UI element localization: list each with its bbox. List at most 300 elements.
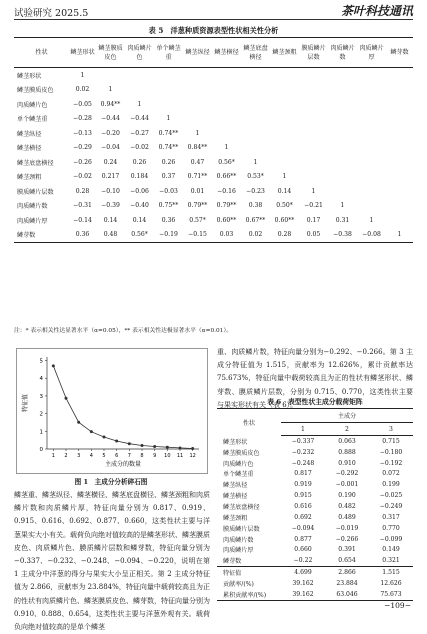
y-tick-label: 0	[39, 447, 43, 453]
table5-row	[14, 126, 413, 141]
table5-cell	[212, 112, 241, 127]
table5-cell: 0.56*	[125, 228, 154, 243]
table5-cell: 0.02	[75, 86, 90, 94]
x-tick-label: 5	[102, 453, 106, 459]
table5-cell: 1	[386, 228, 413, 243]
table6-row	[217, 447, 413, 458]
table5-cell: 0.02	[241, 228, 270, 243]
table5-row-label: 肉质鳞片数	[17, 203, 48, 211]
table5-cell: 0.14	[132, 216, 147, 224]
table5-cell	[386, 184, 413, 199]
table6-row-label: 鳞茎横径	[223, 493, 248, 501]
x-tick-label: 12	[189, 453, 196, 459]
table6-col-header: 1	[281, 423, 325, 436]
table5-cell: 1	[195, 129, 200, 137]
table6-group-header: 主成分	[281, 409, 413, 423]
table5-cell: 0.01	[190, 187, 205, 195]
table5-cell: −0.27	[130, 129, 149, 137]
table5-cell: 0.75**	[158, 202, 179, 210]
table5-cell	[183, 68, 212, 83]
table5-cell	[241, 68, 270, 83]
table5-cell	[328, 184, 357, 199]
table5-cell	[357, 68, 386, 83]
table5-cell: 0.71**	[187, 173, 208, 181]
table5-row-label: 鳞茎形状	[17, 72, 42, 80]
table5-cell: 0.14	[277, 187, 292, 195]
table5-corner: 性状	[14, 38, 69, 68]
table5-cell: −0.20	[101, 129, 120, 137]
table5-cell	[270, 97, 299, 112]
table5-cell: 0.79**	[216, 202, 237, 210]
x-tick-label: 6	[115, 453, 119, 459]
table5-cell	[328, 170, 357, 185]
table5-cell	[386, 141, 413, 156]
table6-cell: −0.180	[379, 448, 403, 456]
scree-plot	[16, 348, 208, 474]
table5-cell	[328, 68, 357, 83]
table6-cell: 0.660	[294, 546, 312, 554]
figure1-caption: 图 1 主成分分析碎石图	[74, 478, 148, 486]
table5-cell: 0.53*	[247, 173, 264, 181]
table5-cell	[386, 199, 413, 214]
y-tick-label: 4	[39, 376, 43, 383]
table5-cell	[357, 97, 386, 112]
table5-title: 表 5 洋葱种质资源表型性状相关性分析	[148, 26, 279, 35]
table5-row	[14, 228, 413, 243]
table5-cell: 0.36	[69, 228, 96, 243]
table5-note: 注：* 表示相关性达显著水平（α=0.05），** 表示相关性达极显著水平（α=0.01）。	[14, 328, 233, 334]
table6-cell: 0.190	[338, 492, 356, 500]
table5-cell: −0.08	[357, 228, 386, 243]
table6-row-label: 肉质鳞片数	[223, 536, 254, 544]
table5-cell: 0.36	[161, 216, 176, 224]
table5-cell: 0.26	[161, 158, 176, 166]
scree-point	[153, 445, 156, 448]
table5-col-header: 鳞茎颈粗	[270, 38, 299, 68]
page-number: −109−	[384, 601, 411, 610]
x-axis-label: 主成分的数量	[104, 461, 142, 468]
table5-cell: −0.21	[304, 202, 323, 210]
y-axis-label: 特征值	[22, 393, 29, 413]
table5-cell	[299, 155, 328, 170]
table5-cell: −0.13	[73, 129, 92, 137]
table5-cell: −0.31	[73, 202, 92, 210]
table6-cell: −0.266	[335, 535, 359, 543]
table5-cell	[125, 68, 154, 83]
table5-row-label: 肉质鳞片厚	[17, 217, 48, 225]
table5-cell	[270, 112, 299, 127]
table6-title: 表 6 表型性状主成分载荷矩阵	[267, 398, 363, 406]
table5-cell: −0.28	[73, 115, 92, 123]
table6-cell: 0.915	[294, 492, 312, 500]
x-tick-label: 3	[77, 453, 81, 459]
table6-cell: 0.919	[294, 481, 312, 489]
y-tick-label: 3	[39, 393, 43, 400]
table6-row	[217, 534, 413, 545]
table5-cell	[212, 68, 241, 83]
table5-row	[14, 184, 413, 199]
table5-col-header: 肉质鳞片色	[125, 38, 154, 68]
table5-cell: 1	[166, 115, 171, 123]
table5-cell: 0.67**	[245, 216, 266, 224]
journal-year: 2025.5	[55, 8, 89, 19]
table6-cell: 0.482	[338, 502, 356, 510]
table5-row	[14, 155, 413, 170]
table5-cell	[386, 83, 413, 98]
table6-row-label: 鳞芽数	[223, 558, 242, 566]
table5-cell	[328, 155, 357, 170]
table5-cell: −0.04	[101, 144, 120, 152]
scree-line	[53, 366, 192, 449]
table5-cell	[328, 83, 357, 98]
table5-col-header: 鳞茎纵径	[183, 38, 212, 68]
table5-cell	[386, 97, 413, 112]
table6-row-label: 鳞茎膜质皮色	[223, 449, 260, 457]
table5-cell: 1	[108, 86, 113, 94]
table5-cell: 0.05	[299, 228, 328, 243]
table5-cell: −0.19	[154, 228, 183, 243]
table6-col-header: 2	[325, 423, 369, 436]
table6-cell: 39.162	[292, 579, 314, 587]
table5-cell	[241, 83, 270, 98]
table5-cell: −0.05	[73, 100, 92, 108]
table5-cell: 0.60**	[216, 216, 237, 224]
table6-cell: 0.072	[382, 470, 400, 478]
table5-row-label: 肉质鳞片色	[17, 101, 48, 109]
table5-cell	[270, 141, 299, 156]
table5-row	[14, 141, 413, 156]
table5-cell	[357, 112, 386, 127]
table5-row-label: 鳞茎横径	[17, 145, 42, 153]
scree-point	[191, 447, 194, 450]
table5-cell: 0.14	[103, 216, 118, 224]
table5-cell	[183, 83, 212, 98]
table5-col-header: 鳞芽数	[386, 38, 413, 68]
table5-cell: 0.217	[101, 173, 120, 181]
table5-cell	[299, 68, 328, 83]
table5-cell	[270, 155, 299, 170]
table5-col-header: 鳞茎底盘横径	[241, 38, 270, 68]
table5-cell: −0.14	[73, 216, 92, 224]
table5-cell: 0.38	[248, 202, 263, 210]
table5-row	[14, 83, 413, 98]
table6-row-label: 单个鳞茎重	[223, 471, 254, 479]
table5-row-label: 鳞茎纵径	[17, 130, 42, 138]
table5-cell: −0.03	[159, 187, 178, 195]
table5-cell: 0.56*	[218, 158, 235, 166]
table5-cell: −0.16	[217, 187, 236, 195]
table5-cell	[328, 141, 357, 156]
body-text-left: 鳞茎重、鳞茎纵径、鳞茎横径、鳞茎底盘横径、鳞茎颈粗和肉质鳞片数和肉质鳞片厚，特征向量分别为 0.817、0.919、0.915、0.616、0.692、0.877、0.660，这类性状主要与洋葱果实大小有关。载荷负向绝对值较高的是鳞茎形状、鳞茎膜质皮色、肉质鳞片色、膜质鳞片层数和鳞芽数，特征向量分别为−0.337、−0.232、−0.248、−0.094、−0.220，说明在第 1 主成分中洋葱的得分与果实大小呈正相关。第 2 主成分特征值为 2.866，贡献率为 23.884%，特征向量中载荷较高且为正的性状有肉质鳞片色、鳞茎膜质皮色、鳞芽数，特征向量分别为 0.910、0.888、0.654，这类性状主要与洋葱外观有关。载荷负向绝对值较高的是单个鳞茎	[14, 491, 210, 632]
table6-row	[217, 544, 413, 555]
scree-point	[115, 440, 118, 443]
x-tick-label: 11	[176, 453, 184, 459]
table5-cell: −0.40	[130, 202, 149, 210]
table5-cell	[212, 126, 241, 141]
table5-cell	[386, 126, 413, 141]
scree-point	[128, 442, 131, 445]
table5-cell: 0.50*	[276, 202, 293, 210]
table5-cell	[357, 184, 386, 199]
table5-cell	[328, 97, 357, 112]
table6-row-label: 鳞茎颈粗	[223, 514, 248, 522]
table5-row-label: 鳞茎底盘横径	[17, 159, 54, 167]
table6-row	[217, 555, 413, 566]
table6-cell: 0.888	[338, 448, 356, 456]
y-tick-label: 5	[39, 358, 43, 365]
table5-cell: −0.06	[130, 187, 149, 195]
table5-cell: −0.02	[73, 173, 92, 181]
table5-cell	[386, 213, 413, 228]
header-rule	[14, 19, 413, 20]
table6-row-label: 膜质鳞片层数	[223, 525, 260, 533]
table6-cell: 39.162	[281, 589, 325, 600]
scree-point	[65, 397, 68, 400]
table6-row	[217, 436, 413, 447]
table5-cell	[241, 112, 270, 127]
table5-cell: 1	[369, 216, 374, 224]
x-tick-label: 1	[51, 453, 55, 459]
table5-row-label: 单个鳞茎重	[17, 116, 48, 124]
table5-cell: −0.29	[73, 144, 92, 152]
table5-cell: 0.31	[335, 216, 350, 224]
table5-row	[14, 68, 413, 83]
table5-cell: −0.44	[130, 115, 149, 123]
table5-cell: 0.28	[270, 228, 299, 243]
table5-cell	[183, 112, 212, 127]
table5-cell: 0.24	[103, 158, 118, 166]
table6-cell: 0.063	[338, 437, 356, 445]
journal-header-left	[14, 5, 88, 19]
table6-cell: 0.770	[382, 524, 400, 532]
table5-cell: −0.26	[73, 158, 92, 166]
table5-cell: 0.74**	[158, 144, 179, 152]
table5-cell	[328, 126, 357, 141]
table5-cell	[299, 126, 328, 141]
table5-cell: 0.184	[130, 173, 149, 181]
table5-cell	[299, 141, 328, 156]
table5-cell: 0.48	[96, 228, 125, 243]
table6-cell: 0.654	[338, 557, 356, 565]
table5-cell	[270, 68, 299, 83]
table6-cell: 4.699	[281, 567, 325, 578]
table6-cell: 0.692	[294, 513, 312, 521]
table6-row-label: 肉质鳞片厚	[223, 547, 254, 555]
table6-cell: 0.199	[382, 481, 400, 489]
scree-point	[103, 435, 106, 438]
table5-cell: 0.26	[132, 158, 147, 166]
y-tick-label: 2	[39, 411, 43, 418]
table5-cell	[299, 83, 328, 98]
table5-cell: 1	[282, 173, 287, 181]
table5-row	[14, 213, 413, 228]
table5-cell: 0.74**	[158, 129, 179, 137]
table5-cell	[154, 97, 183, 112]
table6-row	[217, 501, 413, 512]
table6-cell: 0.317	[382, 513, 400, 521]
table5-col-header: 鳞茎膜质皮色	[96, 38, 125, 68]
table5-cell: −0.02	[130, 144, 149, 152]
table6-cell: 12.626	[380, 579, 402, 587]
table6-row	[217, 469, 413, 480]
table5-row	[14, 112, 413, 127]
table5-col-header: 膜质鳞片层数	[299, 38, 328, 68]
table5-cell	[386, 155, 413, 170]
table5-cell: −0.44	[101, 115, 120, 123]
table6-cell: −0.099	[379, 535, 403, 543]
table6-cell: −0.025	[379, 492, 403, 500]
table6-cell: 0.489	[338, 513, 356, 521]
table5-cell: 0.47	[190, 158, 205, 166]
table6-cell: −0.292	[335, 470, 359, 478]
table5-cell: 0.79**	[187, 202, 208, 210]
table5-cell: −0.38	[328, 228, 357, 243]
table5-cell: 0.37	[161, 173, 176, 181]
table6-cell: 0.149	[382, 546, 400, 554]
table6-cell: 0.616	[294, 502, 312, 510]
table5-cell	[299, 97, 328, 112]
table5-col-header: 鳞茎形状	[69, 38, 96, 68]
table5-cell: 0.28	[75, 187, 90, 195]
table5-col-header: 鳞茎横径	[212, 38, 241, 68]
table6-row-label: 肉质鳞片色	[223, 460, 254, 468]
table5-row-label: 膜质鳞片层数	[17, 188, 54, 196]
table5-cell: 0.60**	[274, 216, 295, 224]
table6-row-label: 鳞茎纵径	[223, 482, 248, 490]
table6-cell: −0.248	[291, 459, 315, 467]
table6-row	[217, 458, 413, 469]
table5-cell: −0.15	[183, 228, 212, 243]
table6-cell: −0.019	[335, 524, 359, 532]
table5-cell	[241, 141, 270, 156]
table5-col-header: 单个鳞茎重	[154, 38, 183, 68]
table5-cell	[183, 97, 212, 112]
table5-cell	[328, 112, 357, 127]
table5-row	[14, 97, 413, 112]
scree-point	[141, 444, 144, 447]
table5-cell: −0.23	[246, 187, 265, 195]
table6-row	[217, 479, 413, 490]
x-tick-label: 4	[89, 453, 93, 459]
y-tick-label: 1	[39, 429, 43, 436]
table6-cell: 75.673	[369, 589, 413, 600]
table5-cell	[241, 97, 270, 112]
table6-row-label: 鳞茎底盘横径	[223, 503, 260, 511]
table6-cell: 63.046	[325, 589, 369, 600]
table6-row	[217, 567, 413, 578]
table6-cell: 1.515	[369, 567, 413, 578]
table5-cell: 0.66**	[216, 173, 237, 181]
table5-cell	[96, 68, 125, 83]
x-tick-label: 2	[64, 453, 68, 459]
table6-row	[217, 523, 413, 534]
table6-cell: −0.337	[291, 437, 315, 445]
table5-cell	[357, 199, 386, 214]
table5-cell: 1	[224, 144, 229, 152]
table6-cell: −0.22	[293, 557, 313, 565]
table5-cell: 0.03	[212, 228, 241, 243]
table5-cell	[299, 112, 328, 127]
table5-cell	[154, 83, 183, 98]
scree-point	[166, 446, 169, 449]
table5-cell: 1	[340, 202, 345, 210]
table6-row-label: 贡献率/(%)	[223, 580, 254, 588]
table5-cell: 0.94**	[100, 100, 121, 108]
table6-cell: 2.866	[325, 567, 369, 578]
table5-cell: 0.57*	[189, 216, 206, 224]
table6-row-label: 特征值	[217, 567, 281, 578]
table6-row	[217, 490, 413, 501]
table5-cell	[386, 68, 413, 83]
table5-row-label: 鳞茎膜质皮色	[17, 87, 54, 95]
table5-cell: 1	[137, 100, 142, 108]
table6-corner: 性状	[217, 409, 281, 436]
table6-cell: 0.391	[338, 546, 356, 554]
table5-col-header: 肉质鳞片厚	[357, 38, 386, 68]
table5-cell	[299, 170, 328, 185]
table5-row	[14, 170, 413, 185]
scree-point	[52, 364, 55, 367]
table5-cell: 1	[80, 71, 85, 79]
table6-row	[217, 512, 413, 523]
table5-cell: 1	[253, 158, 258, 166]
loading-matrix-table	[217, 408, 413, 601]
table6-cell: 0.877	[294, 535, 312, 543]
table5-col-header: 肉质鳞片数	[328, 38, 357, 68]
table5-cell	[212, 83, 241, 98]
correlation-table	[14, 37, 413, 243]
table5-cell	[357, 155, 386, 170]
table6-cell: 0.321	[382, 557, 400, 565]
table5-cell: −0.10	[101, 187, 120, 195]
table5-cell	[125, 83, 154, 98]
table6-cell: −0.094	[291, 524, 315, 532]
table5-cell	[386, 112, 413, 127]
table5-cell	[154, 68, 183, 83]
table6-col-header: 3	[369, 423, 413, 436]
table5-cell: 0.17	[306, 216, 321, 224]
table6-row	[217, 589, 413, 600]
table5-cell	[357, 83, 386, 98]
table6-cell: 0.715	[382, 437, 400, 445]
table6-cell: −0.249	[379, 502, 403, 510]
scree-point	[90, 430, 93, 433]
table5-cell	[212, 97, 241, 112]
scree-point	[77, 421, 80, 424]
table6-row-label: 累积贡献率/(%)	[217, 589, 281, 600]
table5-cell: −0.39	[101, 202, 120, 210]
table5-row	[14, 199, 413, 214]
table5-cell: 0.84**	[187, 144, 208, 152]
table6-cell: −0.192	[379, 459, 403, 467]
table5-cell	[357, 141, 386, 156]
table5-cell	[270, 126, 299, 141]
table5-cell	[357, 126, 386, 141]
scree-point	[179, 446, 182, 449]
x-tick-label: 10	[164, 453, 171, 459]
table5-cell	[241, 126, 270, 141]
table5-row-label: 鳞芽数	[14, 228, 69, 243]
table6-cell: 0.910	[338, 459, 356, 467]
table5-cell	[386, 170, 413, 185]
table6-cell: −0.001	[335, 481, 359, 489]
table5-cell	[357, 170, 386, 185]
table6-row	[217, 578, 413, 589]
x-tick-label: 8	[140, 453, 144, 459]
table6-cell: 0.817	[294, 470, 312, 478]
journal-name: 试验研究	[14, 8, 53, 19]
body-text-right: 重、肉质鳞片数，特征向量分别为−0.292、−0.266。第 3 主成分特征值为 1.515，贡献率为 12.626%，累计贡献率达 75.673%，特征向量中载荷较高且为正的性状有鳞茎形状、鳞芽数、膜质鳞片层数，分别为 0.715、0.770，这类性状主要与果实形状有关（表 6）。	[217, 348, 413, 409]
